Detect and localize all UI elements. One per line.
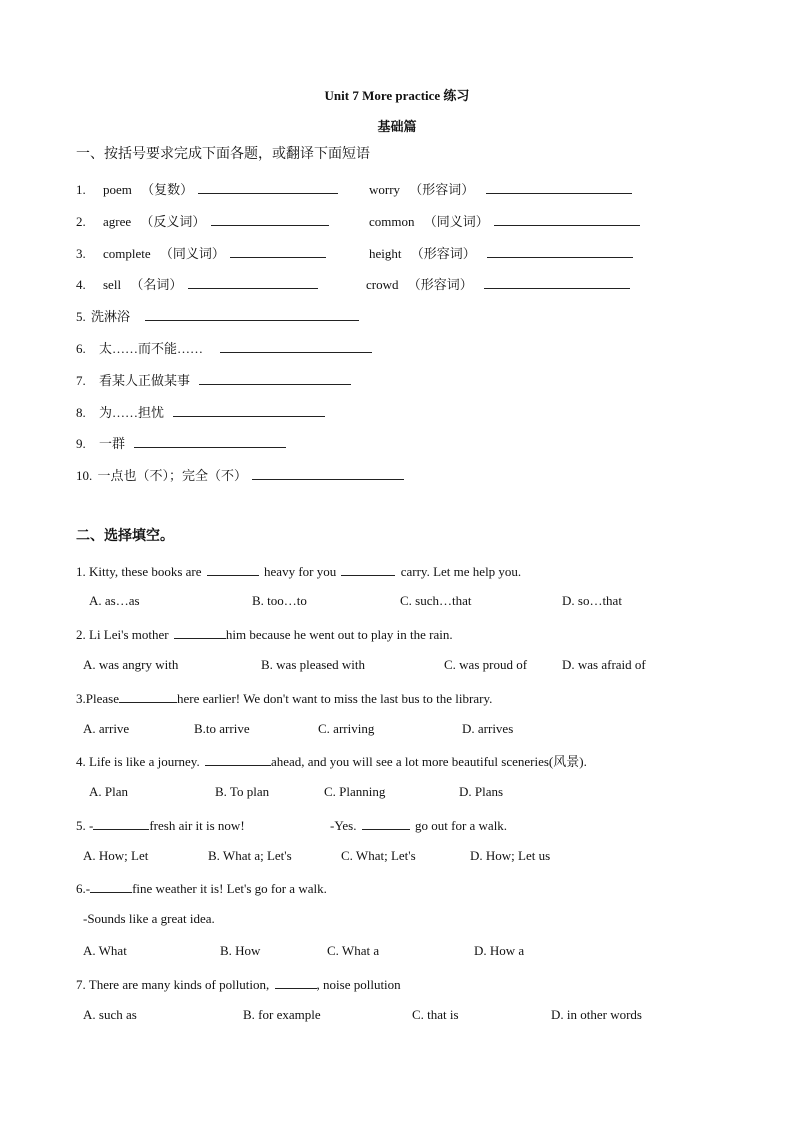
word: common xyxy=(369,214,415,229)
answer-blank[interactable] xyxy=(173,403,325,417)
word: worry xyxy=(369,182,401,197)
question-row xyxy=(369,244,635,262)
phrase-row xyxy=(76,339,374,357)
requirement: （名词） xyxy=(130,277,183,292)
option-a[interactable]: A. such as xyxy=(83,1007,137,1022)
question-number: 3. xyxy=(76,246,86,261)
answer-blank[interactable] xyxy=(198,180,338,194)
option-d[interactable]: D. Plans xyxy=(459,784,504,799)
option-b[interactable]: B. To plan xyxy=(215,784,270,799)
option-c[interactable]: C. Planning xyxy=(324,784,386,799)
option-b[interactable]: B. was pleased with xyxy=(261,657,365,672)
option-b[interactable]: B. too…to xyxy=(252,593,307,608)
phrase-row xyxy=(76,307,361,325)
answer-blank[interactable] xyxy=(174,625,226,639)
answer-blank[interactable] xyxy=(93,816,149,830)
answer-blank[interactable] xyxy=(275,975,317,989)
question-stem: 5. - fresh air it is now! xyxy=(76,818,245,833)
question-number: 2. xyxy=(76,214,86,229)
requirement: （同义词） xyxy=(423,214,489,229)
option-d[interactable]: D. arrives xyxy=(462,721,514,736)
phrase: 太……而不能…… xyxy=(99,341,204,356)
answer-blank[interactable] xyxy=(205,752,271,766)
phrase-row xyxy=(76,371,353,389)
option-c[interactable]: C. such…that xyxy=(400,593,472,608)
question-number: 10. xyxy=(76,468,93,483)
option-c[interactable]: C. that is xyxy=(412,1007,459,1022)
option-b[interactable]: B. How xyxy=(220,943,261,958)
phrase: 为……担忧 xyxy=(99,405,165,420)
option-d[interactable]: D. in other words xyxy=(551,1007,642,1022)
question-number: 9. xyxy=(76,436,86,451)
answer-blank[interactable] xyxy=(188,275,318,289)
option-c[interactable]: C. was proud of xyxy=(444,657,528,672)
question-stem-reply: -Yes. go out for a walk. xyxy=(330,818,508,833)
option-a[interactable]: A. What xyxy=(83,943,127,958)
question-row xyxy=(366,275,632,293)
requirement: （形容词） xyxy=(410,246,476,261)
answer-blank[interactable] xyxy=(486,180,632,194)
question-stem: 1. Kitty, these books are heavy for you carry. Let me help you. xyxy=(76,564,522,579)
phrase: 洗淋浴 xyxy=(91,309,131,324)
requirement: （同义词） xyxy=(159,246,225,261)
answer-blank[interactable] xyxy=(134,434,286,448)
answer-blank[interactable] xyxy=(252,466,404,480)
question-reply: -Sounds like a great idea. xyxy=(83,911,215,926)
answer-blank[interactable] xyxy=(119,689,177,703)
question-stem: 6.- fine weather it is! Let's go for a walk. xyxy=(76,881,327,896)
question-number: 5. xyxy=(76,309,86,324)
option-d[interactable]: D. so…that xyxy=(562,593,622,608)
option-b[interactable]: B. What a; Let's xyxy=(208,848,292,863)
phrase-row xyxy=(76,403,327,421)
question-row xyxy=(76,180,340,198)
question-number: 6. xyxy=(76,341,86,356)
phrase: 看某人正做某事 xyxy=(99,373,191,388)
requirement: （形容词） xyxy=(407,277,473,292)
word: crowd xyxy=(366,277,399,292)
answer-blank[interactable] xyxy=(207,562,259,576)
question-row xyxy=(76,275,320,293)
answer-blank[interactable] xyxy=(199,371,351,385)
section-2-heading: 二、选择填空。 xyxy=(76,529,174,544)
phrase: 一群 xyxy=(99,436,126,451)
requirement: （反义词） xyxy=(140,214,206,229)
requirement: （形容词） xyxy=(409,182,475,197)
answer-blank[interactable] xyxy=(362,816,410,830)
option-c[interactable]: C. What; Let's xyxy=(341,848,416,863)
answer-blank[interactable] xyxy=(487,244,633,258)
question-number: 4. xyxy=(76,277,86,292)
option-a[interactable]: A. Plan xyxy=(89,784,128,799)
phrase-row xyxy=(76,466,406,484)
phrase: 一点也（不）；完全（不） xyxy=(97,468,248,483)
option-d[interactable]: D. How; Let us xyxy=(470,848,551,863)
answer-blank[interactable] xyxy=(494,212,640,226)
option-a[interactable]: A. as…as xyxy=(89,593,140,608)
answer-blank[interactable] xyxy=(90,879,132,893)
question-row xyxy=(76,244,328,262)
option-c[interactable]: C. arriving xyxy=(318,721,375,736)
question-stem: 2. Li Lei's mother him because he went out to play in the rain. xyxy=(76,627,453,642)
word: height xyxy=(369,246,402,261)
answer-blank[interactable] xyxy=(341,562,395,576)
question-number: 8. xyxy=(76,405,86,420)
option-d[interactable]: D. How a xyxy=(474,943,525,958)
question-row xyxy=(369,212,642,230)
question-row xyxy=(369,180,634,198)
page-subtitle: 基础篇 xyxy=(377,119,417,134)
answer-blank[interactable] xyxy=(145,307,359,321)
question-stem: 7. There are many kinds of pollution, , noise pollution xyxy=(76,977,401,992)
option-c[interactable]: C. What a xyxy=(327,943,380,958)
answer-blank[interactable] xyxy=(211,212,329,226)
option-b[interactable]: B. for example xyxy=(243,1007,321,1022)
page-title: Unit 7 More practice 练习 xyxy=(324,88,470,103)
word: agree xyxy=(103,214,132,229)
answer-blank[interactable] xyxy=(484,275,630,289)
question-row xyxy=(76,212,331,230)
word: complete xyxy=(103,246,151,261)
question-stem: 4. Life is like a journey. ahead, and you will see a lot more beautiful sceneries(风景). xyxy=(76,754,587,769)
option-b[interactable]: B.to arrive xyxy=(194,721,250,736)
word: sell xyxy=(103,277,122,292)
answer-blank[interactable] xyxy=(230,244,326,258)
question-number: 7. xyxy=(76,373,86,388)
option-a[interactable]: A. How; Let xyxy=(83,848,149,863)
option-d[interactable]: D. was afraid of xyxy=(562,657,646,672)
word: poem xyxy=(103,182,132,197)
question-number: 1. xyxy=(76,182,86,197)
section-1-heading: 一、按括号要求完成下面各题，或翻译下面短语 xyxy=(76,147,370,162)
option-a[interactable]: A. was angry with xyxy=(83,657,179,672)
requirement: （复数） xyxy=(141,182,194,197)
answer-blank[interactable] xyxy=(220,339,372,353)
phrase-row xyxy=(76,434,288,452)
option-a[interactable]: A. arrive xyxy=(83,721,130,736)
question-stem: 3.Please here earlier! We don't want to miss the last bus to the library. xyxy=(76,691,493,706)
